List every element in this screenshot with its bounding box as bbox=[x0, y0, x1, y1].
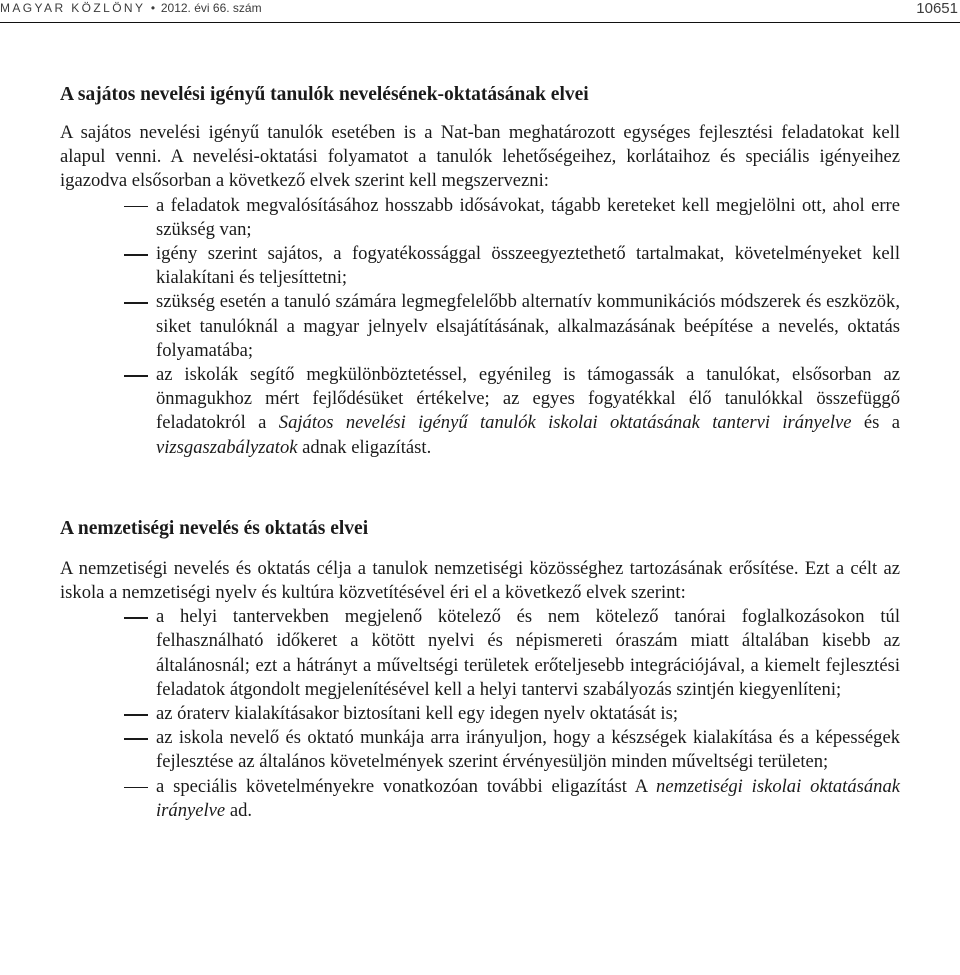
item-text: adnak eligazítást. bbox=[297, 436, 432, 458]
section-intro: A sajátos nevelési igényű tanulók esetében is a Nat-ban meghatározott egységes fejlesztési feladatokat kell alapul venni. A nevelési-oktatási folyamatot a tanulók lehetőségeihez, korlátaihoz és speciális igényeihez igazodva elsősorban a következő elvek szerint kell megszervezni: bbox=[60, 122, 900, 192]
dash-bullet bbox=[124, 254, 148, 256]
list-item bbox=[60, 194, 900, 242]
list-item bbox=[60, 702, 900, 726]
dash-bullet bbox=[124, 714, 148, 716]
dash-bullet bbox=[124, 617, 148, 619]
list-item bbox=[60, 605, 900, 702]
list-item bbox=[60, 363, 900, 460]
page-header bbox=[0, 0, 960, 22]
guideline-title: nemzetiségi iskolai oktatásának irányelve bbox=[156, 775, 901, 821]
dash-bullet bbox=[124, 302, 148, 304]
item-text: és a bbox=[851, 412, 900, 434]
list-item bbox=[60, 775, 900, 823]
header-bullet: • bbox=[150, 1, 156, 15]
item-text: az óraterv kialakításakor biztosítani kell egy idegen nyelv oktatását is; bbox=[156, 703, 678, 725]
principles-list bbox=[60, 605, 900, 823]
section-special-needs bbox=[60, 82, 900, 460]
header-rule bbox=[0, 22, 960, 23]
item-text: a speciális követelményekre vonatkozóan további eligazítást A bbox=[156, 775, 657, 797]
journal-issue bbox=[0, 1, 262, 15]
list-item bbox=[60, 242, 900, 290]
page-content bbox=[60, 82, 900, 823]
item-text: az iskola nevelő és oktató munkája arra irányuljon, hogy a készségek kialakítása és a képességek fejlesztése az általános követelmények szerint érvényesüljön minden műveltségi területen; bbox=[156, 727, 900, 773]
section-intro: A nemzetiségi nevelés és oktatás célja a tanulok nemzetiségi közösséghez tartozásának erősítése. Ezt a célt az iskola a nemzetiségi nyelv és kultúra közvetítésével éri el a következő elvek szerint: bbox=[60, 557, 900, 604]
section-nationality-education bbox=[60, 516, 900, 823]
dash-bullet bbox=[124, 738, 148, 740]
dash-bullet bbox=[124, 787, 148, 789]
item-text: igény szerint sajátos, a fogyatékossággal összeegyeztethető tartalmakat, követelményeket kell kialakítani és teljesíttetni; bbox=[156, 243, 900, 289]
guideline-title: Sajátos nevelési igényű tanulók iskolai oktatásának tantervi irányelve bbox=[278, 412, 852, 434]
item-text: ad. bbox=[225, 799, 253, 821]
journal-name: MAGYAR KÖZLÖNY bbox=[0, 1, 146, 15]
list-item bbox=[60, 726, 900, 774]
exam-regulations-title: vizsgaszabályzatok bbox=[156, 436, 298, 458]
list-item bbox=[60, 290, 900, 363]
item-text: a feladatok megvalósításához hosszabb idősávokat, tágabb kereteket kell megjelölni ott, ahol erre szükség van; bbox=[156, 194, 900, 240]
dash-bullet bbox=[124, 206, 148, 208]
section-title: A nemzetiségi nevelés és oktatás elvei bbox=[60, 517, 369, 539]
page-number: 10651 bbox=[916, 0, 958, 17]
item-text: szükség esetén a tanuló számára legmegfelelőbb alternatív kommunikációs módszerek és eszközök, siket tanulóknál a magyar jelnyelv elsajátításának, alkalmazásának beépítése a nevelés, oktatás folyamatába; bbox=[156, 291, 900, 361]
item-text: a helyi tantervekben megjelenő kötelező és nem kötelező tanórai foglalkozásokon túl felhasználható időkeret a kötött nyelvi és népismereti óraszám miatt általában kisebb az általánosnál; ezt a hátrányt a műveltségi területek erőteljesebb integrációjával, a kiemelt fejlesztési feladatok átgondolt megjelenítésével kell a helyi tantervi szabályozás szintjén kiegyenlíteni; bbox=[156, 606, 900, 700]
dash-bullet bbox=[124, 375, 148, 377]
principles-list bbox=[60, 194, 900, 460]
item-text: az iskolák segítő megkülönböztetéssel, egyénileg is támogassák a tanulókat, elsősorban az önmagukhoz mért fejlődésüket értékelve; az egyes fogyatékkal élő tanulókkal összefüggő feladatokról a bbox=[156, 364, 900, 434]
section-title: A sajátos nevelési igényű tanulók nevelésének-oktatásának elvei bbox=[60, 84, 589, 105]
issue-label: 2012. évi 66. szám bbox=[160, 1, 262, 15]
